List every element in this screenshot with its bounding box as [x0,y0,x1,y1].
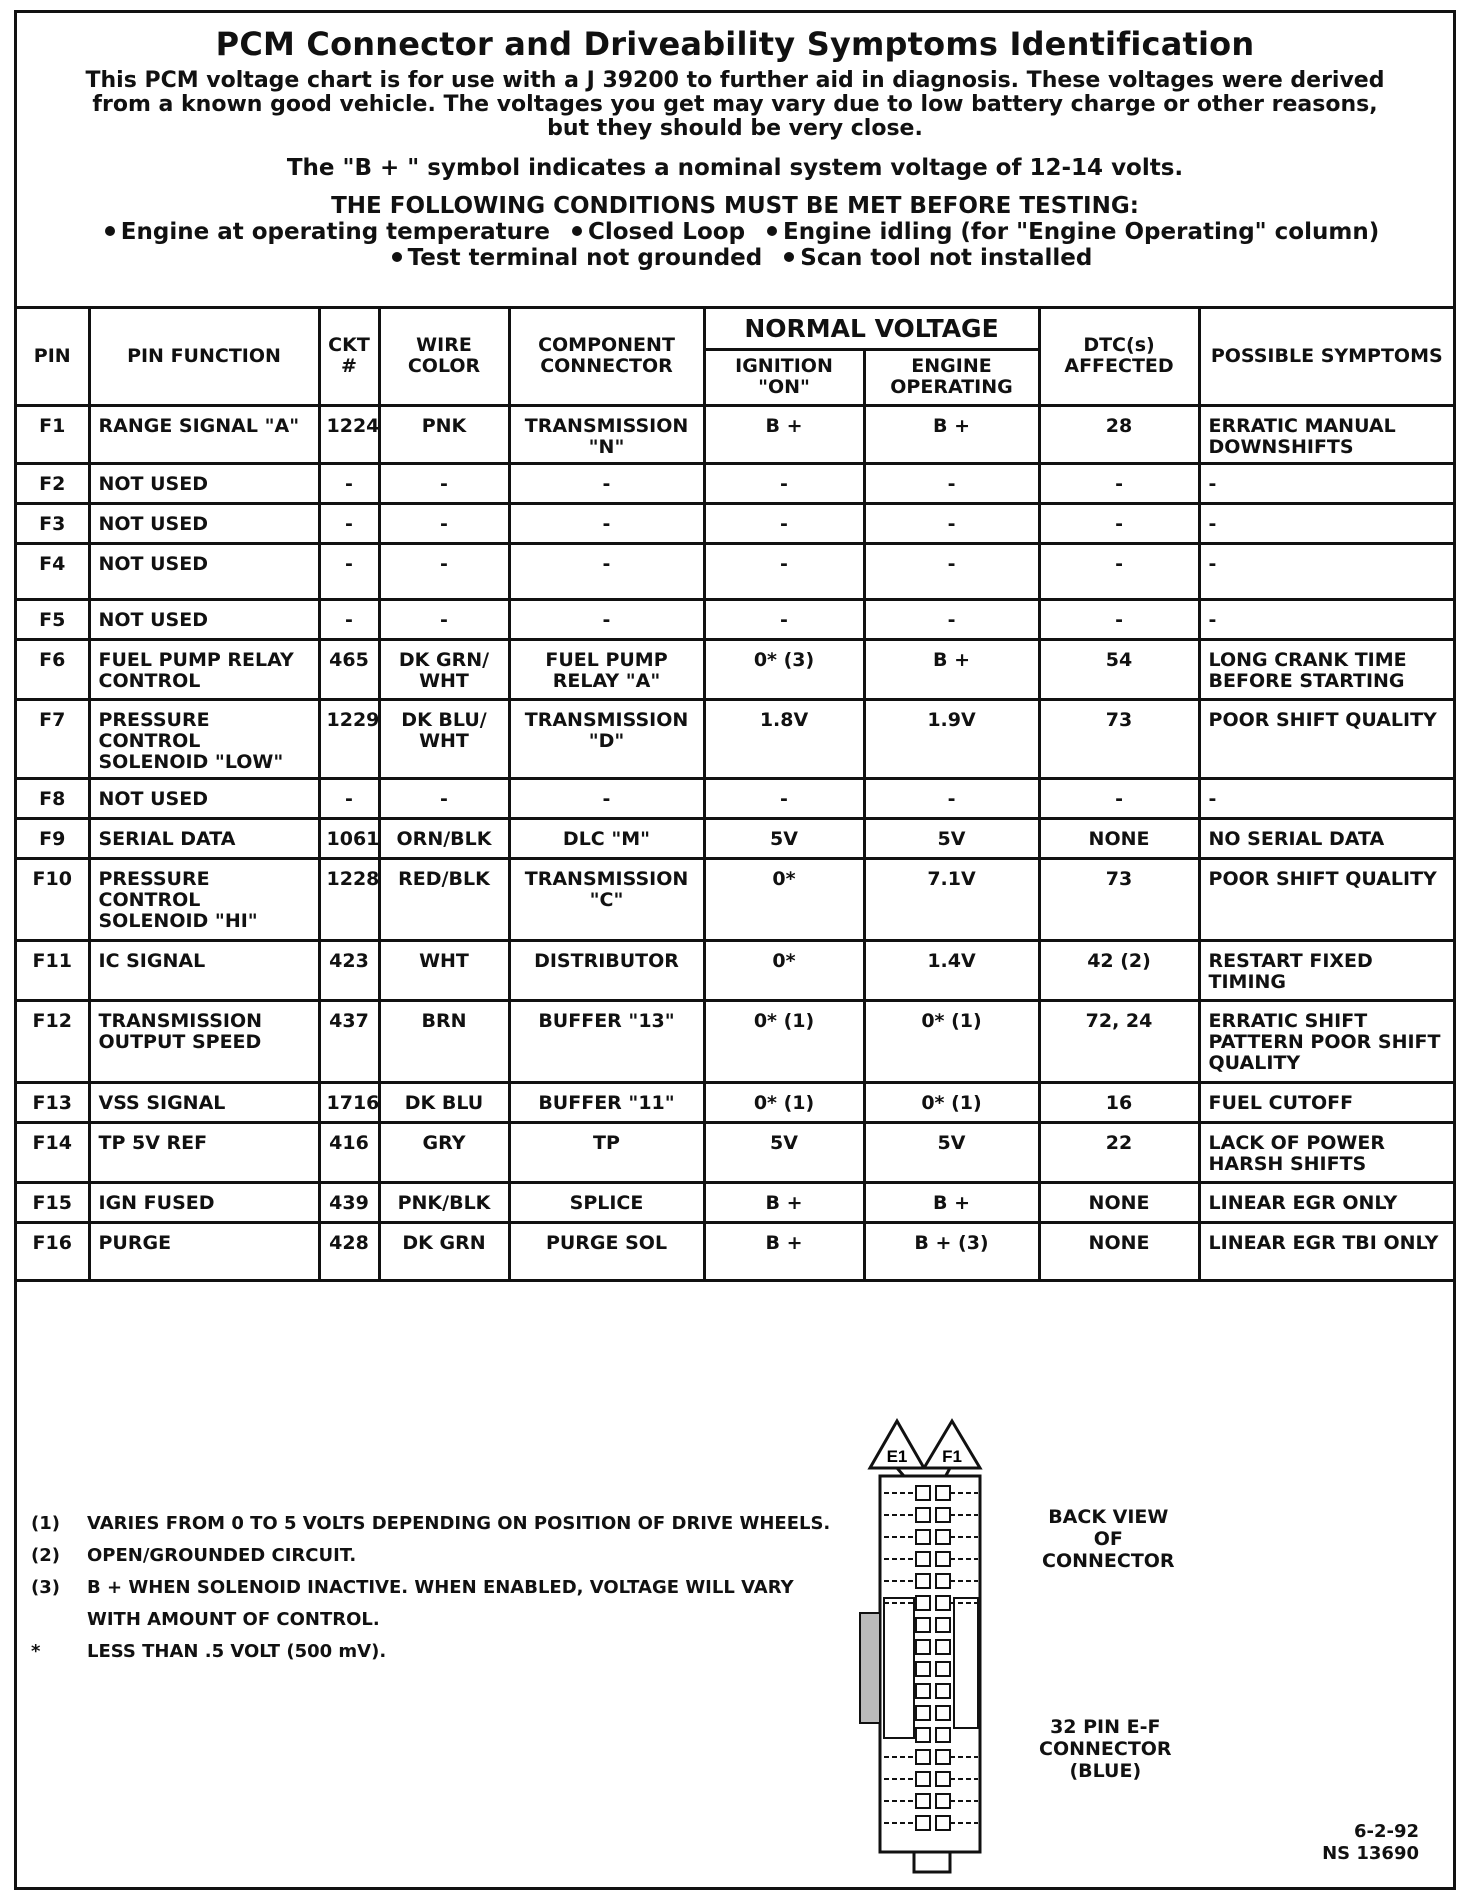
wire-color-cell: DK GRN [379,1222,509,1280]
engine-voltage-cell: B + [864,405,1039,463]
function-cell: NOT USED [89,543,319,599]
engine-voltage-cell: - [864,543,1039,599]
connector-pin [916,1706,930,1720]
connector-pin [916,1728,930,1742]
pin-cell: F7 [17,699,89,778]
function-cell: IGN FUSED [89,1182,319,1222]
connector-pin [916,1640,930,1654]
header-normal-voltage: NORMAL VOLTAGE [704,309,1039,349]
engine-voltage-cell: - [864,463,1039,503]
component-cell: TRANSMISSION "D" [509,699,704,778]
connector-pin [936,1618,950,1632]
function-cell: PRESSURE CONTROL SOLENOID "LOW" [89,699,319,778]
ckt-cell: 437 [319,1000,379,1082]
dtc-cell: 28 [1039,405,1199,463]
symptoms-cell: LONG CRANK TIME BEFORE STARTING [1199,639,1453,699]
component-cell: - [509,543,704,599]
connector-pin [936,1530,950,1544]
dtc-cell: 73 [1039,858,1199,940]
symptoms-cell: - [1199,599,1453,639]
connector-lock-left [884,1598,914,1738]
ignition-voltage-cell: - [704,463,864,503]
component-cell: - [509,599,704,639]
table-row [17,639,1453,699]
symptoms-cell: ERRATIC SHIFT PATTERN POOR SHIFT QUALITY [1199,1000,1453,1082]
svg-text:E1: E1 [886,1447,908,1466]
function-cell: SERIAL DATA [89,818,319,858]
ckt-cell: 1716 [319,1082,379,1122]
engine-voltage-cell: 7.1V [864,858,1039,940]
table-row [17,503,1453,543]
engine-voltage-cell: 0* (1) [864,1000,1039,1082]
connector-pin [936,1662,950,1676]
document-page [14,10,1456,1890]
symptoms-cell: NO SERIAL DATA [1199,818,1453,858]
header-pin-function: PIN FUNCTION [89,309,319,405]
ignition-voltage-cell: B + [704,1182,864,1222]
table-row [17,1222,1453,1280]
pin-cell: F15 [17,1182,89,1222]
wire-color-cell: - [379,599,509,639]
page-title: PCM Connector and Driveability Symptoms Identification [215,25,1255,63]
connector-pin [916,1552,930,1566]
pin-cell: F4 [17,543,89,599]
dtc-cell: - [1039,503,1199,543]
wire-color-cell: - [379,543,509,599]
ckt-cell: - [319,503,379,543]
engine-voltage-cell: B + [864,1182,1039,1222]
condition-item: Scan tool not installed [800,245,1093,271]
table-row [17,463,1453,503]
symptoms-cell: - [1199,778,1453,818]
ckt-cell: 1229 [319,699,379,778]
header-wire-color: WIRE COLOR [379,309,509,405]
connector-pin [936,1684,950,1698]
component-cell: BUFFER "11" [509,1082,704,1122]
document-code [1322,1821,1419,1865]
pin-table [17,309,1453,1282]
bullet-icon [767,226,777,236]
bplus-note: The "B + " symbol indicates a nominal system voltage of 12-14 volts. [286,155,1184,181]
table-row [17,405,1453,463]
connector-latch [860,1613,880,1723]
wire-color-cell: DK GRN/ WHT [379,639,509,699]
engine-voltage-cell: 1.4V [864,940,1039,1000]
pin-cell: F10 [17,858,89,940]
symptoms-cell: FUEL CUTOFF [1199,1082,1453,1122]
dtc-cell: NONE [1039,1222,1199,1280]
symptoms-cell: - [1199,463,1453,503]
engine-voltage-cell: - [864,778,1039,818]
engine-voltage-cell: 5V [864,818,1039,858]
connector-pin [936,1574,950,1588]
connector-pin [936,1772,950,1786]
date-stamp: 6-2-92 [1353,1821,1419,1842]
ignition-voltage-cell: - [704,543,864,599]
ckt-cell: 465 [319,639,379,699]
pin-cell: F8 [17,778,89,818]
component-cell: - [509,463,704,503]
connector-pin [936,1640,950,1654]
component-cell: BUFFER "13" [509,1000,704,1082]
wire-color-cell: RED/BLK [379,858,509,940]
condition-item: Engine at operating temperature [120,219,550,245]
wire-color-cell: PNK/BLK [379,1182,509,1222]
ignition-voltage-cell: 0* (3) [704,639,864,699]
component-cell: DISTRIBUTOR [509,940,704,1000]
engine-voltage-cell: 0* (1) [864,1082,1039,1122]
pin-table-wrapper [17,309,1453,1282]
ckt-cell: 1061 [319,818,379,858]
connector-type-label: 32 PIN E-F CONNECTOR (BLUE) [1039,1716,1172,1782]
ignition-voltage-cell: 0* (1) [704,1082,864,1122]
pin-cell: F1 [17,405,89,463]
ignition-voltage-cell: 5V [704,1122,864,1182]
header-component-connector: COMPONENT CONNECTOR [509,309,704,405]
pin-cell: F16 [17,1222,89,1280]
component-cell: - [509,778,704,818]
intro-paragraph [67,69,1403,141]
symptoms-cell: POOR SHIFT QUALITY [1199,699,1453,778]
connector-tab [914,1852,950,1872]
pin-cell: F3 [17,503,89,543]
connector-pin [916,1772,930,1786]
connector-pin [916,1486,930,1500]
connector-pin [936,1750,950,1764]
note-item: (2) OPEN/GROUNDED CIRCUIT. [31,1545,357,1566]
ckt-cell: 428 [319,1222,379,1280]
svg-text:F1: F1 [942,1447,962,1466]
intro-line-2: from a known good vehicle. The voltages you get may vary due to low battery charge or other reasons, [92,92,1378,117]
connector-diagram [852,1418,1002,1878]
component-cell: TP [509,1122,704,1182]
condition-item: Closed Loop [587,219,746,245]
wire-color-cell: WHT [379,940,509,1000]
wire-color-cell: DK BLU [379,1082,509,1122]
ckt-cell: 416 [319,1122,379,1182]
dtc-cell: 72, 24 [1039,1000,1199,1082]
symptoms-cell: RESTART FIXED TIMING [1199,940,1453,1000]
function-cell: NOT USED [89,463,319,503]
table-row [17,1082,1453,1122]
symptoms-cell: POOR SHIFT QUALITY [1199,858,1453,940]
connector-pin [936,1552,950,1566]
ckt-cell: - [319,778,379,818]
condition-item: Test terminal not grounded [407,245,763,271]
ignition-voltage-cell: 0* (1) [704,1000,864,1082]
ignition-voltage-cell: - [704,778,864,818]
wire-color-cell: PNK [379,405,509,463]
connector-pin [936,1486,950,1500]
pin-cell: F9 [17,818,89,858]
ckt-cell: - [319,463,379,503]
pin-cell: F13 [17,1082,89,1122]
engine-voltage-cell: B + [864,639,1039,699]
wire-color-cell: GRY [379,1122,509,1182]
pin-cell: F14 [17,1122,89,1182]
connector-pin [916,1530,930,1544]
function-cell: RANGE SIGNAL "A" [89,405,319,463]
function-cell: TP 5V REF [89,1122,319,1182]
ignition-voltage-cell: B + [704,1222,864,1280]
dtc-cell: - [1039,543,1199,599]
dtc-cell: NONE [1039,818,1199,858]
table-row [17,599,1453,639]
pin-cell: F6 [17,639,89,699]
connector-pin [916,1662,930,1676]
function-cell: PURGE [89,1222,319,1280]
function-cell: NOT USED [89,778,319,818]
connector-lock-right [954,1598,978,1728]
table-row [17,1000,1453,1082]
dtc-cell: - [1039,599,1199,639]
connector-pin [916,1574,930,1588]
pin-cell: F2 [17,463,89,503]
pin-cell: F11 [17,940,89,1000]
note-item: (3) B + WHEN SOLENOID INACTIVE. WHEN ENABLED, VOLTAGE WILL VARY WITH AMOUNT OF CONTROL. [31,1577,794,1630]
connector-pin [936,1596,950,1610]
table-row [17,543,1453,599]
pin-cell: F5 [17,599,89,639]
engine-voltage-cell: - [864,599,1039,639]
header-ckt: CKT # [319,309,379,405]
header-engine-operating: ENGINE OPERATING [864,349,1039,405]
dtc-cell: 73 [1039,699,1199,778]
engine-voltage-cell: - [864,503,1039,543]
function-cell: NOT USED [89,599,319,639]
table-row [17,1182,1453,1222]
engine-voltage-cell: 1.9V [864,699,1039,778]
wire-color-cell: - [379,503,509,543]
table-row [17,1122,1453,1182]
ckt-cell: 1228 [319,858,379,940]
ckt-cell: 423 [319,940,379,1000]
symptoms-cell: LACK OF POWER HARSH SHIFTS [1199,1122,1453,1182]
ckt-cell: - [319,599,379,639]
document-header [17,13,1453,309]
component-cell: TRANSMISSION "N" [509,405,704,463]
wire-color-cell: BRN [379,1000,509,1082]
footer-section [17,1398,1453,1887]
function-cell: FUEL PUMP RELAY CONTROL [89,639,319,699]
component-cell: SPLICE [509,1182,704,1222]
intro-line-1: This PCM voltage chart is for use with a J 39200 to further aid in diagnosis. These voltages were derived [85,68,1385,93]
symptoms-cell: LINEAR EGR ONLY [1199,1182,1453,1222]
conditions-heading: THE FOLLOWING CONDITIONS MUST BE MET BEFORE TESTING: [331,193,1139,219]
function-cell: PRESSURE CONTROL SOLENOID "HI" [89,858,319,940]
component-cell: - [509,503,704,543]
reference-number: NS 13690 [1322,1843,1419,1864]
bullet-icon [784,252,794,262]
component-cell: DLC "M" [509,818,704,858]
dtc-cell: - [1039,463,1199,503]
intro-line-3: but they should be very close. [547,116,923,141]
header-pin: PIN [17,309,89,405]
table-row [17,858,1453,940]
function-cell: VSS SIGNAL [89,1082,319,1122]
wire-color-cell: DK BLU/ WHT [379,699,509,778]
connector-pin [916,1750,930,1764]
dtc-cell: 42 (2) [1039,940,1199,1000]
ckt-cell: 439 [319,1182,379,1222]
bullet-icon [572,226,582,236]
symptoms-cell: LINEAR EGR TBI ONLY [1199,1222,1453,1280]
dtc-cell: 22 [1039,1122,1199,1182]
condition-item: Engine idling (for "Engine Operating" column) [783,219,1380,245]
ignition-voltage-cell: 1.8V [704,699,864,778]
dtc-cell: 16 [1039,1082,1199,1122]
ignition-voltage-cell: - [704,599,864,639]
back-view-label: BACK VIEW OF CONNECTOR [1042,1506,1175,1572]
ignition-voltage-cell: - [704,503,864,543]
ckt-cell: 1224 [319,405,379,463]
connector-pin [916,1684,930,1698]
table-row [17,699,1453,778]
ckt-cell: - [319,543,379,599]
connector-pin [916,1816,930,1830]
pin-table-body [17,405,1453,1280]
function-cell: IC SIGNAL [89,940,319,1000]
connector-pin [936,1794,950,1808]
table-row [17,778,1453,818]
symptoms-cell: - [1199,543,1453,599]
engine-voltage-cell: B + (3) [864,1222,1039,1280]
ignition-voltage-cell: 0* [704,940,864,1000]
connector-pin [936,1706,950,1720]
pin-cell: F12 [17,1000,89,1082]
connector-pin [916,1508,930,1522]
notes-list [25,1508,875,1668]
connector-pin [936,1816,950,1830]
note-item: (1) VARIES FROM 0 TO 5 VOLTS DEPENDING ON POSITION OF DRIVE WHEELS. [31,1513,831,1534]
ignition-voltage-cell: 0* [704,858,864,940]
connector-pin [936,1508,950,1522]
wire-color-cell: ORN/BLK [379,818,509,858]
component-cell: TRANSMISSION "C" [509,858,704,940]
ignition-voltage-cell: 5V [704,818,864,858]
wire-color-cell: - [379,778,509,818]
function-cell: NOT USED [89,503,319,543]
table-row [17,818,1453,858]
connector-pin [916,1794,930,1808]
function-cell: TRANSMISSION OUTPUT SPEED [89,1000,319,1082]
component-cell: PURGE SOL [509,1222,704,1280]
dtc-cell: - [1039,778,1199,818]
wire-color-cell: - [379,463,509,503]
note-item: * LESS THAN .5 VOLT (500 mV). [31,1641,387,1662]
header-ignition-on: IGNITION "ON" [704,349,864,405]
bullet-icon [392,252,402,262]
header-possible-symptoms: POSSIBLE SYMPTOMS [1199,309,1453,405]
ignition-voltage-cell: B + [704,405,864,463]
dtc-cell: NONE [1039,1182,1199,1222]
conditions-line-2 [17,245,1453,271]
bullet-icon [105,226,115,236]
symptoms-cell: - [1199,503,1453,543]
connector-pin [916,1596,930,1610]
connector-pin [916,1618,930,1632]
symptoms-cell: ERRATIC MANUAL DOWNSHIFTS [1199,405,1453,463]
header-dtc-affected: DTC(s) AFFECTED [1039,309,1199,405]
table-row [17,940,1453,1000]
dtc-cell: 54 [1039,639,1199,699]
connector-pin [936,1728,950,1742]
component-cell: FUEL PUMP RELAY "A" [509,639,704,699]
engine-voltage-cell: 5V [864,1122,1039,1182]
conditions-line-1 [17,219,1453,245]
